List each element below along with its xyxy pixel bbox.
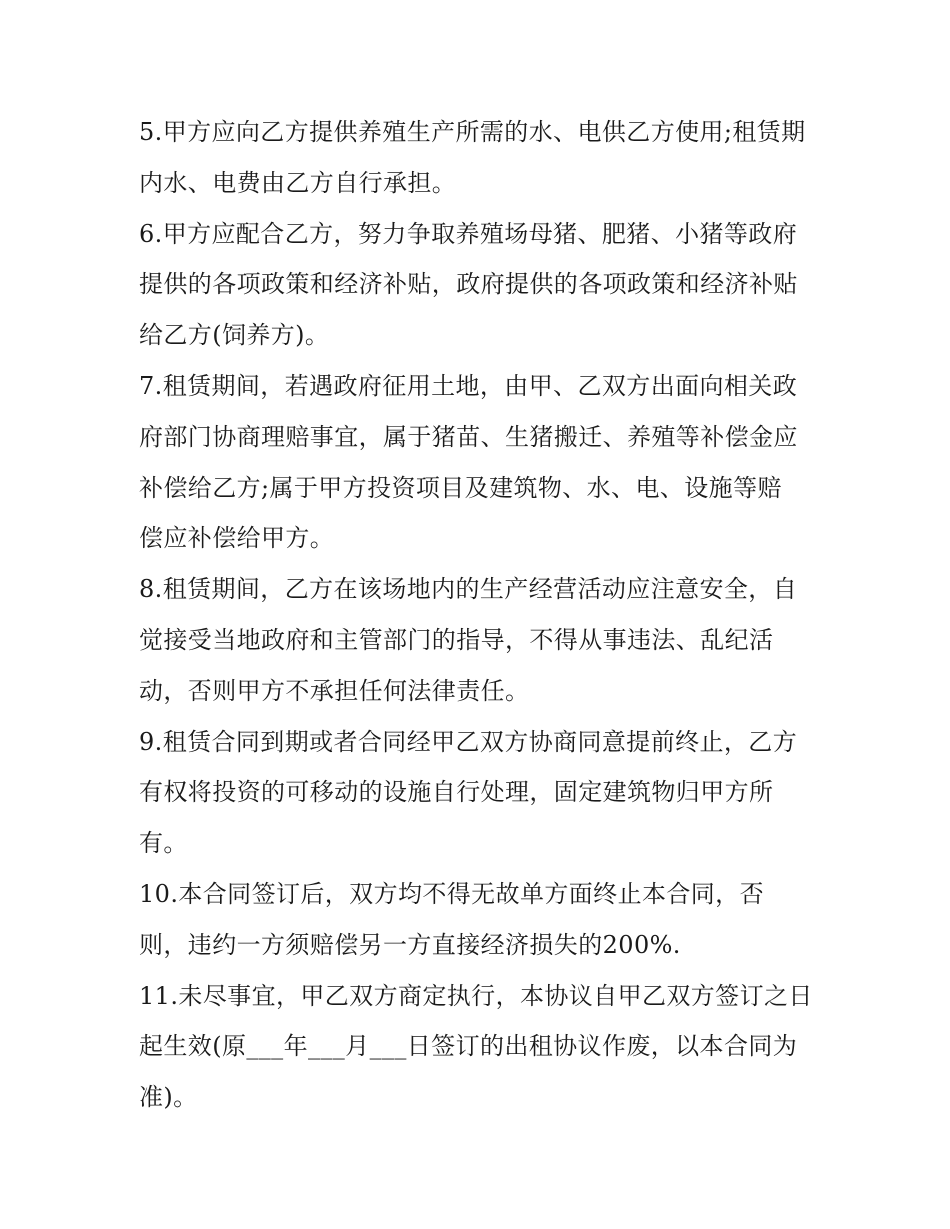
clause-9-line-3: 有。 (139, 829, 188, 858)
clause-5-line-1: 5.甲方应向乙方提供养殖生产所需的水、电供乙方使用;租赁期 (139, 118, 806, 146)
clause-9-line-1: 9.租赁合同到期或者合同经甲乙双方协商同意提前终止，乙方 (139, 727, 798, 756)
clause-6-line-3: 给乙方(饲养方)。 (139, 321, 330, 350)
clause-11-line-2: 起生效(原___年___月___日签订的出租协议作废，以本合同为 (139, 1032, 798, 1061)
clause-7-line-2: 府部门协商理赔事宜，属于猪苗、生猪搬迁、养殖等补偿金应 (139, 422, 798, 451)
clause-5-line-2: 内水、电费由乙方自行承担。 (139, 168, 457, 197)
clause-6-line-1: 6.甲方应配合乙方，努力争取养殖场母猪、肥猪、小猪等政府 (139, 219, 798, 248)
clause-9-line-2: 有权将投资的可移动的设施自行处理，固定建筑物归甲方所 (139, 778, 774, 807)
clause-8-line-2: 觉接受当地政府和主管部门的指导，不得从事违法、乱纪活 (139, 625, 774, 654)
clause-8-line-3: 动，否则甲方不承担任何法律责任。 (139, 676, 530, 705)
clause-7-line-4: 偿应补偿给甲方。 (139, 524, 335, 553)
clause-11-line-3: 准)。 (139, 1083, 198, 1112)
clause-10-line-1: 10.本合同签订后，双方均不得无故单方面终止本合同，否 (139, 879, 764, 908)
clause-10-line-2: 则，违约一方须赔偿另一方直接经济损失的200%. (139, 930, 681, 959)
clause-11-line-1: 11.未尽事宜，甲乙双方商定执行，本协议自甲乙双方签订之日 (139, 981, 813, 1010)
clause-7-line-1: 7.租赁期间，若遇政府征用土地，由甲、乙双方出面向相关政 (139, 371, 798, 400)
clause-7-line-3: 补偿给乙方;属于甲方投资项目及建筑物、水、电、设施等赔 (139, 473, 782, 502)
clause-8-line-1: 8.租赁期间，乙方在该场地内的生产经营活动应注意安全，自 (139, 575, 798, 604)
contract-clauses (139, 107, 819, 1123)
clause-6-line-2: 提供的各项政策和经济补贴，政府提供的各项政策和经济补贴 (139, 270, 798, 299)
